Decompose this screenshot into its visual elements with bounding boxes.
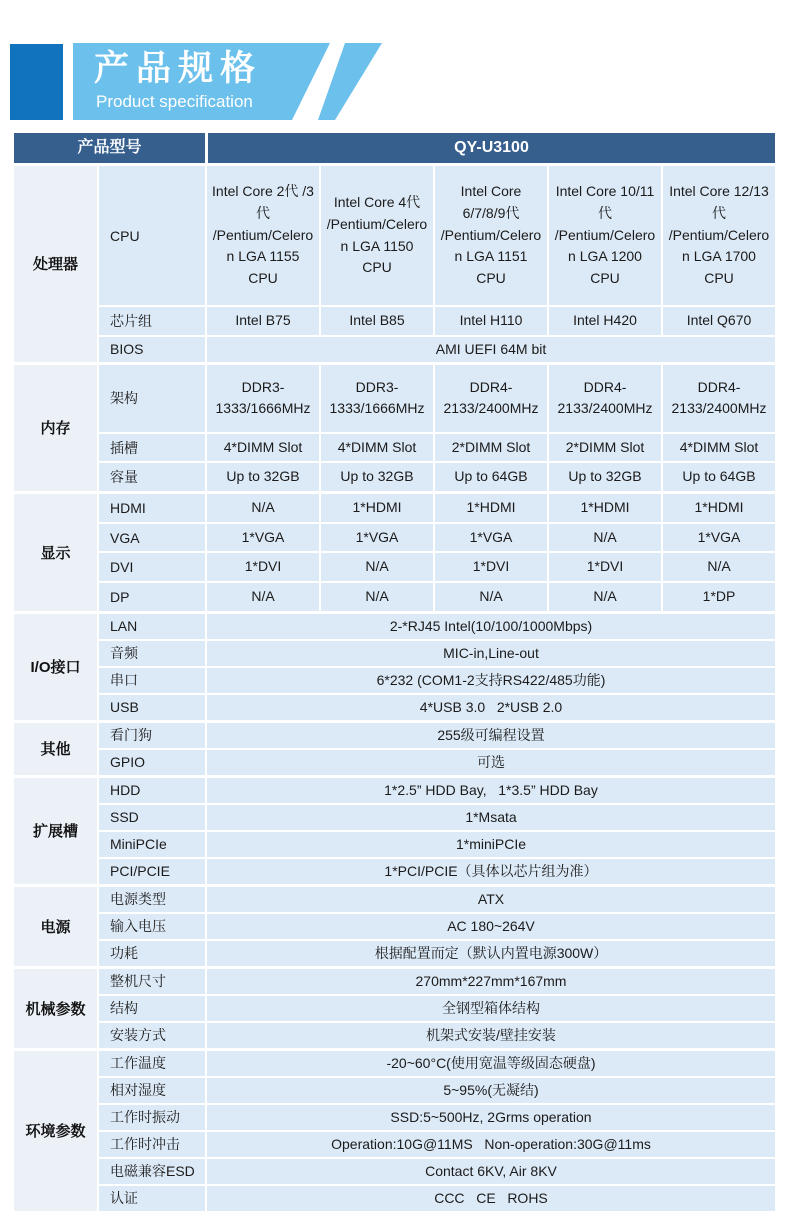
value-cell: DDR3-1333/1666MHz <box>207 365 319 432</box>
value-cell: 4*DIMM Slot <box>663 434 775 462</box>
span-value-cell: 根据配置而定（默认内置电源300W） <box>207 941 775 966</box>
category-cell: 扩展槽 <box>14 778 97 884</box>
table-row <box>99 365 775 432</box>
span-value-cell: 1*Msata <box>207 805 775 830</box>
table-row <box>99 434 775 462</box>
table-row <box>99 859 775 884</box>
row-label: VGA <box>99 524 205 552</box>
table-row <box>99 614 775 639</box>
value-cell: Up to 64GB <box>435 463 547 491</box>
table-row <box>99 1105 775 1130</box>
row-label: PCI/PCIE <box>99 859 205 884</box>
group-rows <box>99 614 775 720</box>
group-rows <box>99 494 775 611</box>
value-cell: 1*DVI <box>549 553 661 581</box>
value-cell: N/A <box>549 583 661 611</box>
row-label: 输入电压 <box>99 914 205 939</box>
table-row <box>99 166 775 305</box>
table-row <box>99 494 775 522</box>
value-cell: Up to 32GB <box>321 463 433 491</box>
table-row <box>99 887 775 912</box>
banner-subtitle: Product specification <box>96 92 253 111</box>
row-label: 串口 <box>99 668 205 693</box>
value-cell: N/A <box>663 553 775 581</box>
table-row <box>99 750 775 775</box>
value-cell: DDR4-2133/2400MHz <box>549 365 661 432</box>
span-value-cell: ATX <box>207 887 775 912</box>
value-cell: DDR3-1333/1666MHz <box>321 365 433 432</box>
value-cell: 1*VGA <box>321 524 433 552</box>
table-row <box>99 695 775 720</box>
table-row <box>99 996 775 1021</box>
model-value-header: QY-U3100 <box>208 133 775 163</box>
spec-group <box>14 365 775 491</box>
row-label: USB <box>99 695 205 720</box>
row-label: LAN <box>99 614 205 639</box>
spec-group <box>14 1051 775 1211</box>
value-cell: Intel Core 10/11代 /Pentium/Celeron LGA 1200 CPU <box>549 166 661 305</box>
value-cell: 2*DIMM Slot <box>549 434 661 462</box>
value-cell: N/A <box>207 583 319 611</box>
banner-accent-square <box>10 44 63 120</box>
row-label: 架构 <box>99 365 205 432</box>
span-value-cell: Contact 6KV, Air 8KV <box>207 1159 775 1184</box>
table-row <box>99 1078 775 1103</box>
row-label: 芯片组 <box>99 307 205 335</box>
table-row <box>99 553 775 581</box>
value-cell: N/A <box>207 494 319 522</box>
table-header-row <box>14 133 775 163</box>
value-cell: 1*HDMI <box>663 494 775 522</box>
span-value-cell: AC 180~264V <box>207 914 775 939</box>
table-row <box>99 524 775 552</box>
banner-title: 产品规格 <box>94 49 263 88</box>
span-value-cell: 6*232 (COM1-2支持RS422/485功能) <box>207 668 775 693</box>
table-row <box>99 668 775 693</box>
group-rows <box>99 778 775 884</box>
span-value-cell: CCC CE ROHS <box>207 1186 775 1211</box>
table-row <box>99 832 775 857</box>
table-row <box>99 1159 775 1184</box>
group-rows <box>99 365 775 491</box>
value-cell: 4*DIMM Slot <box>321 434 433 462</box>
row-label: GPIO <box>99 750 205 775</box>
row-label: 插槽 <box>99 434 205 462</box>
table-row <box>99 1051 775 1076</box>
spec-group <box>14 166 775 362</box>
span-value-cell: Operation:10G@11MS Non-operation:30G@11ms <box>207 1132 775 1157</box>
row-label: DP <box>99 583 205 611</box>
row-label: 整机尺寸 <box>99 969 205 994</box>
value-cell: Intel Core 6/7/8/9代 /Pentium/Celeron LGA 1151 CPU <box>435 166 547 305</box>
category-cell: 电源 <box>14 887 97 966</box>
span-value-cell: SSD:5~500Hz, 2Grms operation <box>207 1105 775 1130</box>
span-value-cell: 5~95%(无凝结) <box>207 1078 775 1103</box>
span-value-cell: 2-*RJ45 Intel(10/100/1000Mbps) <box>207 614 775 639</box>
value-cell: Intel Core 12/13代 /Pentium/Celeron LGA 1700 CPU <box>663 166 775 305</box>
span-value-cell: -20~60°C(使用宽温等级固态硬盘) <box>207 1051 775 1076</box>
value-cell: Up to 32GB <box>207 463 319 491</box>
row-label: 看门狗 <box>99 723 205 748</box>
span-value-cell: 全钢型箱体结构 <box>207 996 775 1021</box>
category-cell: 显示 <box>14 494 97 611</box>
value-cell: N/A <box>549 524 661 552</box>
row-label: CPU <box>99 166 205 305</box>
spec-group <box>14 494 775 611</box>
banner <box>73 43 389 120</box>
value-cell: Intel Core 2代 /3代 /Pentium/Celeron LGA 1155 CPU <box>207 166 319 305</box>
category-cell: 其他 <box>14 723 97 775</box>
row-label: 功耗 <box>99 941 205 966</box>
spec-group <box>14 887 775 966</box>
value-cell: Intel H420 <box>549 307 661 335</box>
table-row <box>99 337 775 362</box>
span-value-cell: 255级可编程设置 <box>207 723 775 748</box>
spec-group <box>14 614 775 720</box>
span-value-cell: MIC-in,Line-out <box>207 641 775 666</box>
group-rows <box>99 166 775 362</box>
table-row <box>99 1023 775 1048</box>
value-cell: 1*DVI <box>435 553 547 581</box>
value-cell: Intel B75 <box>207 307 319 335</box>
category-cell: 环境参数 <box>14 1051 97 1211</box>
table-row <box>99 583 775 611</box>
spec-group <box>14 778 775 884</box>
table-row <box>99 723 775 748</box>
row-label: 电磁兼容ESD <box>99 1159 205 1184</box>
span-value-cell: 4*USB 3.0 2*USB 2.0 <box>207 695 775 720</box>
table-row <box>99 778 775 803</box>
row-label: 结构 <box>99 996 205 1021</box>
value-cell: N/A <box>321 583 433 611</box>
value-cell: Up to 64GB <box>663 463 775 491</box>
category-cell: I/O接口 <box>14 614 97 720</box>
value-cell: Intel Core 4代 /Pentium/Celeron LGA 1150 CPU <box>321 166 433 305</box>
spec-table <box>14 133 775 1214</box>
row-label: 容量 <box>99 463 205 491</box>
value-cell: Intel Q670 <box>663 307 775 335</box>
group-rows <box>99 969 775 1048</box>
row-label: 工作温度 <box>99 1051 205 1076</box>
table-row <box>99 969 775 994</box>
span-value-cell: 1*PCI/PCIE（具体以芯片组为准） <box>207 859 775 884</box>
value-cell: 1*VGA <box>663 524 775 552</box>
spec-table-body <box>14 166 775 1211</box>
table-row <box>99 1132 775 1157</box>
row-label: 电源类型 <box>99 887 205 912</box>
table-row <box>99 914 775 939</box>
table-row <box>99 1186 775 1211</box>
table-row <box>99 463 775 491</box>
row-label: 工作时冲击 <box>99 1132 205 1157</box>
row-label: MiniPCIe <box>99 832 205 857</box>
spec-group <box>14 969 775 1048</box>
row-label: HDMI <box>99 494 205 522</box>
value-cell: 1*HDMI <box>549 494 661 522</box>
row-label: BIOS <box>99 337 205 362</box>
table-row <box>99 805 775 830</box>
row-label: 工作时振动 <box>99 1105 205 1130</box>
value-cell: 2*DIMM Slot <box>435 434 547 462</box>
row-label: 认证 <box>99 1186 205 1211</box>
value-cell: DDR4-2133/2400MHz <box>435 365 547 432</box>
value-cell: 4*DIMM Slot <box>207 434 319 462</box>
row-label: SSD <box>99 805 205 830</box>
group-rows <box>99 1051 775 1211</box>
span-value-cell: 1*miniPCIe <box>207 832 775 857</box>
group-rows <box>99 887 775 966</box>
value-cell: 1*DP <box>663 583 775 611</box>
row-label: 相对湿度 <box>99 1078 205 1103</box>
value-cell: 1*VGA <box>207 524 319 552</box>
value-cell: Intel B85 <box>321 307 433 335</box>
table-row <box>99 307 775 335</box>
span-value-cell: AMI UEFI 64M bit <box>207 337 775 362</box>
value-cell: DDR4-2133/2400MHz <box>663 365 775 432</box>
row-label: 音频 <box>99 641 205 666</box>
category-cell: 机械参数 <box>14 969 97 1048</box>
value-cell: N/A <box>435 583 547 611</box>
row-label: HDD <box>99 778 205 803</box>
value-cell: 1*HDMI <box>435 494 547 522</box>
value-cell: 1*DVI <box>207 553 319 581</box>
category-cell: 处理器 <box>14 166 97 362</box>
row-label: 安装方式 <box>99 1023 205 1048</box>
value-cell: N/A <box>321 553 433 581</box>
value-cell: 1*VGA <box>435 524 547 552</box>
table-row <box>99 641 775 666</box>
row-label: DVI <box>99 553 205 581</box>
model-label-header: 产品型号 <box>14 133 205 163</box>
value-cell: Intel H110 <box>435 307 547 335</box>
category-cell: 内存 <box>14 365 97 491</box>
value-cell: Up to 32GB <box>549 463 661 491</box>
span-value-cell: 1*2.5” HDD Bay, 1*3.5” HDD Bay <box>207 778 775 803</box>
group-rows <box>99 723 775 775</box>
table-row <box>99 941 775 966</box>
span-value-cell: 机架式安装/壁挂安装 <box>207 1023 775 1048</box>
span-value-cell: 可选 <box>207 750 775 775</box>
value-cell: 1*HDMI <box>321 494 433 522</box>
span-value-cell: 270mm*227mm*167mm <box>207 969 775 994</box>
spec-group <box>14 723 775 775</box>
